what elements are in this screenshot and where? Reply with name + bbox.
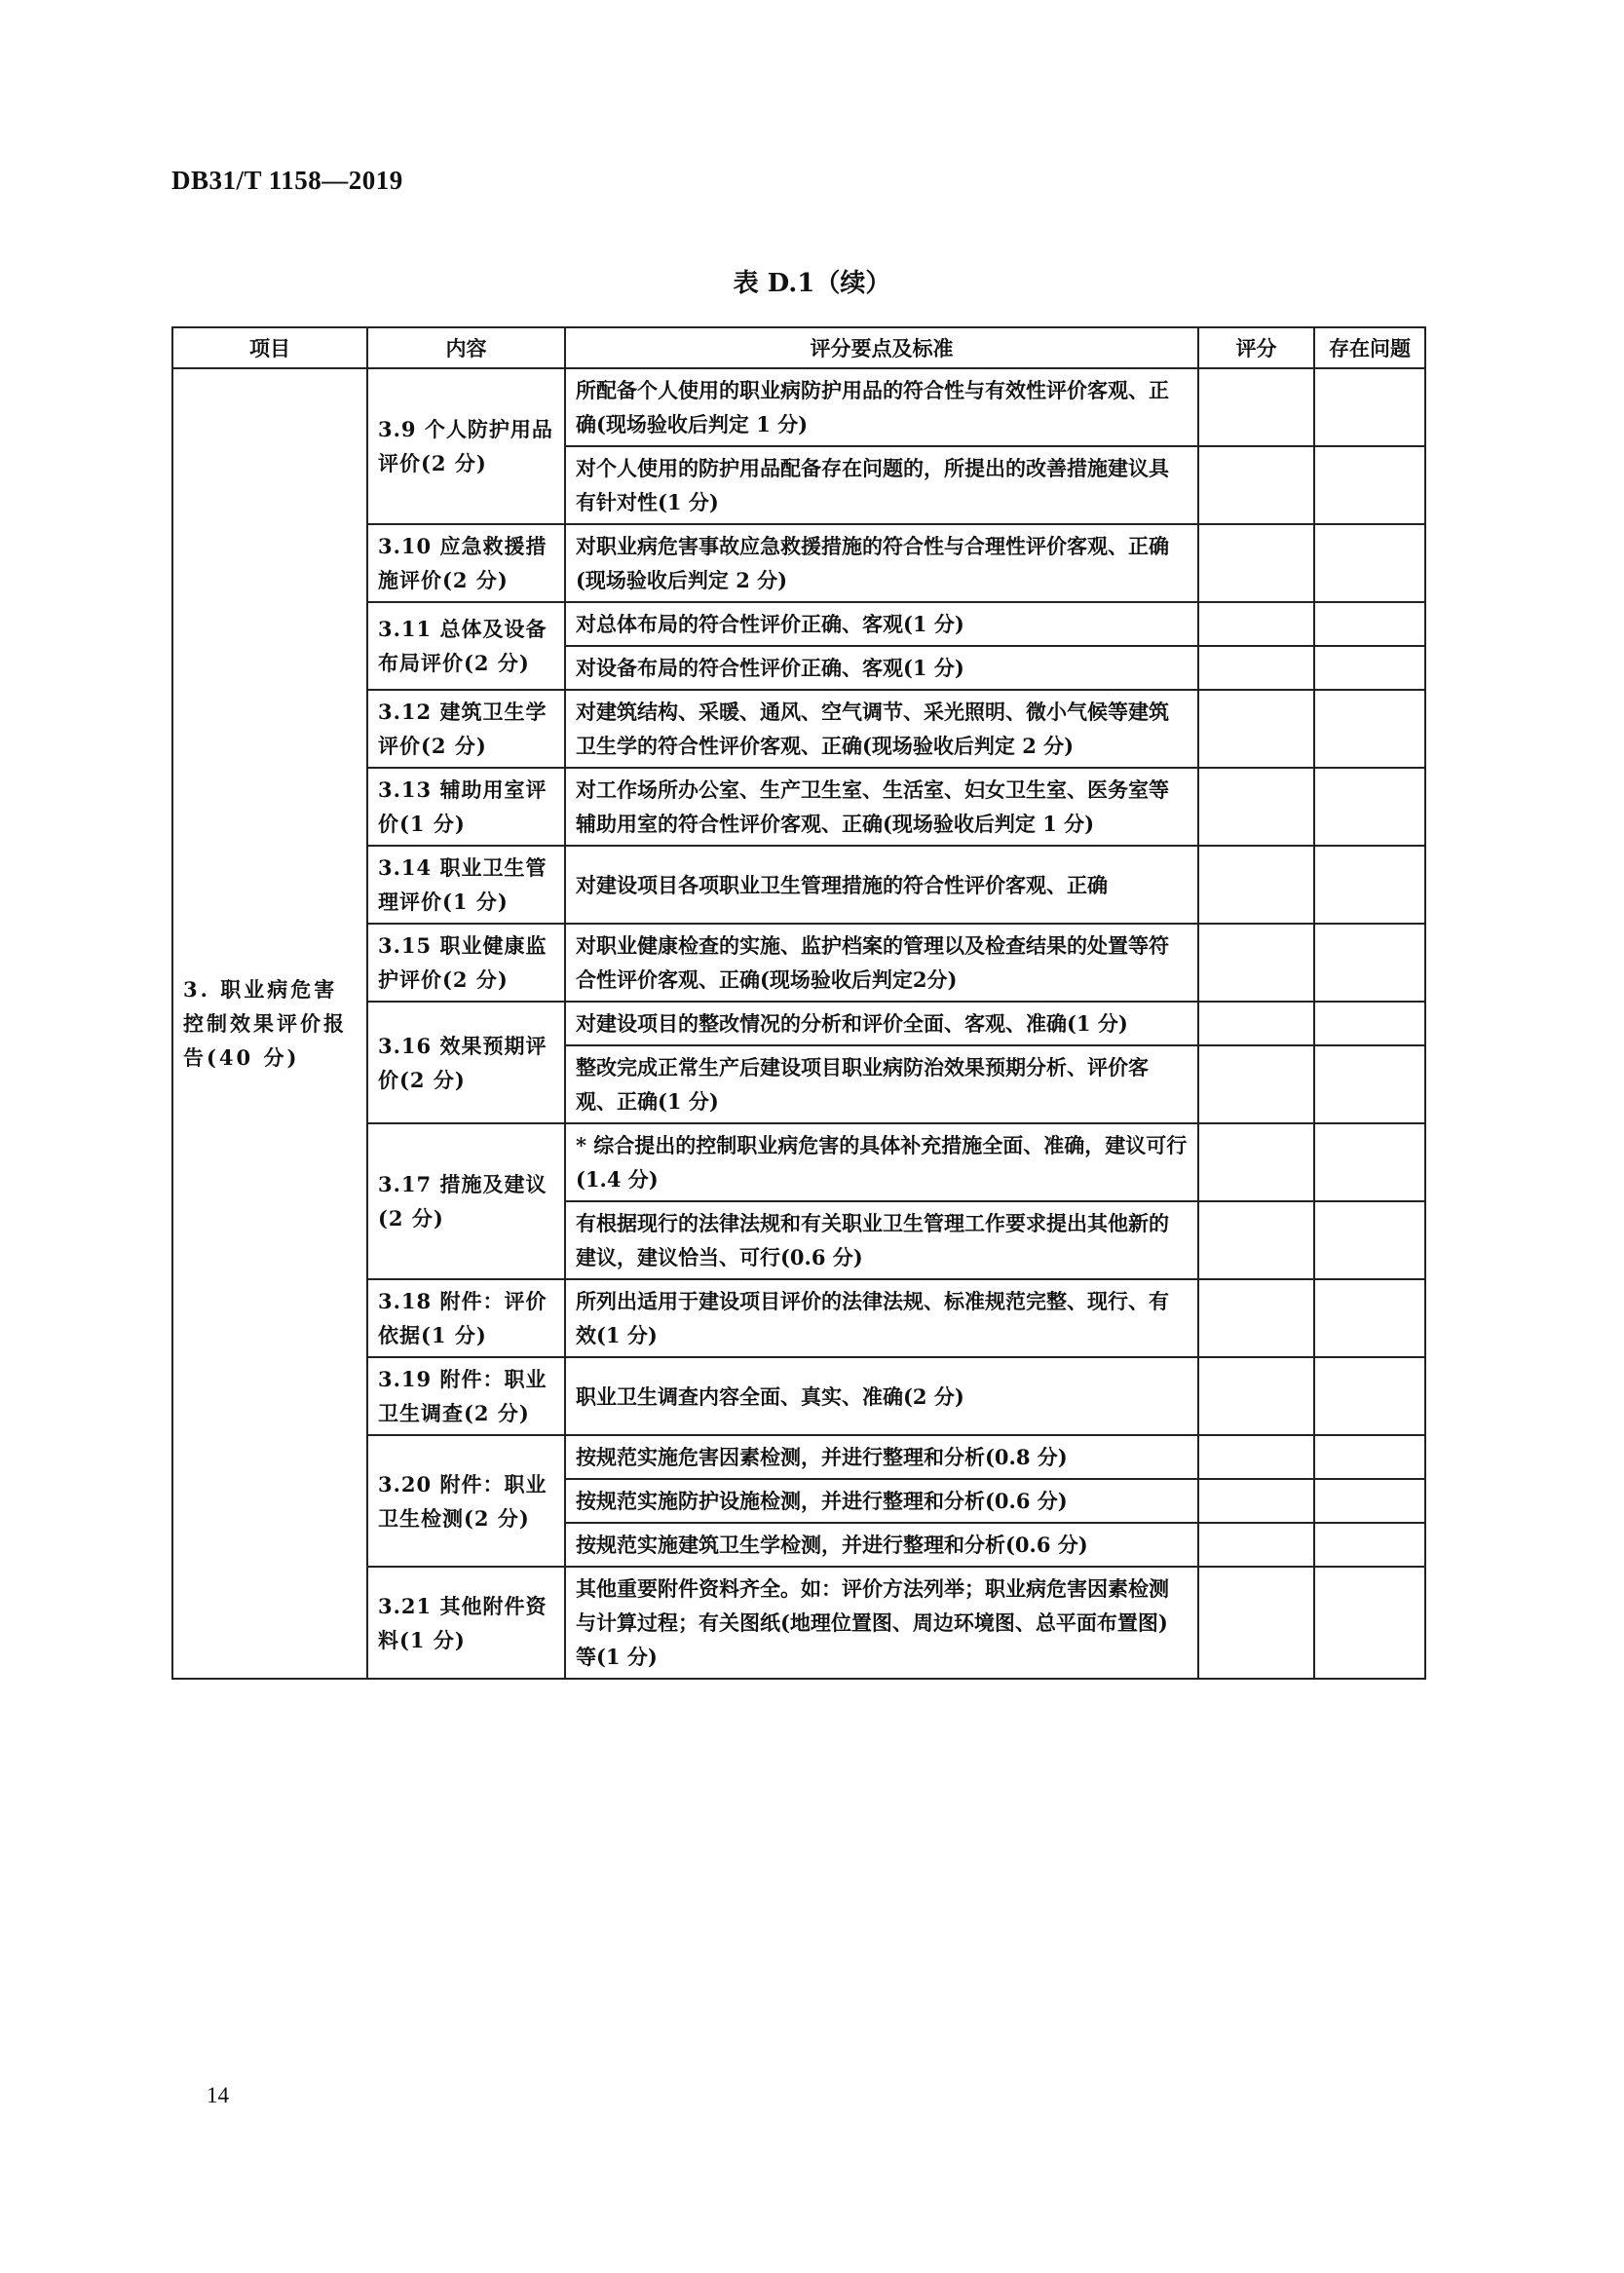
issue-cell[interactable] — [1314, 1002, 1425, 1045]
criteria-cell: 按规范实施危害因素检测，并进行整理和分析(0.8 分) — [565, 1435, 1198, 1479]
criteria-cell: 对工作场所办公室、生产卫生室、生活室、妇女卫生室、医务室等辅助用室的符合性评价客观、正确(现场验收后判定 1 分) — [565, 768, 1198, 846]
issue-cell[interactable] — [1314, 1479, 1425, 1523]
criteria-cell: 有根据现行的法律法规和有关职业卫生管理工作要求提出其他新的建议，建议恰当、可行(0.6 分) — [565, 1201, 1198, 1279]
score-cell[interactable] — [1198, 602, 1314, 646]
issue-cell[interactable] — [1314, 1523, 1425, 1567]
header-row — [172, 327, 1425, 368]
content-cell: 3.15 职业健康监护评价(2 分) — [367, 924, 565, 1002]
issue-cell[interactable] — [1314, 1435, 1425, 1479]
criteria-cell: 对职业病危害事故应急救援措施的符合性与合理性评价客观、正确(现场验收后判定 2 分) — [565, 524, 1198, 602]
score-cell[interactable] — [1198, 1123, 1314, 1201]
criteria-cell: 对建筑结构、采暖、通风、空气调节、采光照明、微小气候等建筑卫生学的符合性评价客观、正确(现场验收后判定 2 分) — [565, 690, 1198, 768]
issue-cell[interactable] — [1314, 602, 1425, 646]
issue-cell[interactable] — [1314, 646, 1425, 690]
column-header-score: 评分 — [1198, 327, 1314, 368]
score-cell[interactable] — [1198, 846, 1314, 924]
issue-cell[interactable] — [1314, 1045, 1425, 1123]
issue-cell[interactable] — [1314, 1201, 1425, 1279]
criteria-cell: 所配备个人使用的职业病防护用品的符合性与有效性评价客观、正确(现场验收后判定 1 分) — [565, 368, 1198, 446]
table-body — [172, 368, 1425, 1679]
content-cell: 3.19 附件：职业卫生调查(2 分) — [367, 1357, 565, 1435]
criteria-cell: * 综合提出的控制职业病危害的具体补充措施全面、准确，建议可行(1.4 分) — [565, 1123, 1198, 1201]
issue-cell[interactable] — [1314, 924, 1425, 1002]
score-cell[interactable] — [1198, 1479, 1314, 1523]
issue-cell[interactable] — [1314, 368, 1425, 446]
content-cell: 3.21 其他附件资料(1 分) — [367, 1567, 565, 1679]
score-cell[interactable] — [1198, 446, 1314, 524]
table-row — [172, 368, 1425, 446]
score-cell[interactable] — [1198, 646, 1314, 690]
column-header-issues: 存在问题 — [1314, 327, 1425, 368]
issue-cell[interactable] — [1314, 768, 1425, 846]
issue-cell[interactable] — [1314, 690, 1425, 768]
criteria-cell: 对设备布局的符合性评价正确、客观(1 分) — [565, 646, 1198, 690]
page-number: 14 — [207, 2083, 229, 2107]
issue-cell[interactable] — [1314, 1567, 1425, 1679]
content-cell: 3.14 职业卫生管理评价(1 分) — [367, 846, 565, 924]
criteria-cell: 对职业健康检查的实施、监护档案的管理以及检查结果的处置等符合性评价客观、正确(现场验收后判定2分) — [565, 924, 1198, 1002]
score-cell[interactable] — [1198, 1357, 1314, 1435]
content-cell: 3.9 个人防护用品评价(2 分) — [367, 368, 565, 524]
table-title: 表 D.1（续） — [733, 269, 891, 298]
criteria-cell: 所列出适用于建设项目评价的法律法规、标准规范完整、现行、有效(1 分) — [565, 1279, 1198, 1357]
issue-cell[interactable] — [1314, 446, 1425, 524]
issue-cell[interactable] — [1314, 1279, 1425, 1357]
column-header-content: 内容 — [367, 327, 565, 368]
score-cell[interactable] — [1198, 768, 1314, 846]
section-label: 3. 职业病危害控制效果评价报告(40 分) — [172, 368, 367, 1679]
score-cell[interactable] — [1198, 1567, 1314, 1679]
score-cell[interactable] — [1198, 368, 1314, 446]
score-cell[interactable] — [1198, 1435, 1314, 1479]
criteria-cell: 按规范实施建筑卫生学检测，并进行整理和分析(0.6 分) — [565, 1523, 1198, 1567]
issue-cell[interactable] — [1314, 1357, 1425, 1435]
criteria-cell: 对建设项目的整改情况的分析和评价全面、客观、准确(1 分) — [565, 1002, 1198, 1045]
score-cell[interactable] — [1198, 1523, 1314, 1567]
column-header-item: 项目 — [172, 327, 367, 368]
criteria-cell: 整改完成正常生产后建设项目职业病防治效果预期分析、评价客观、正确(1 分) — [565, 1045, 1198, 1123]
issue-cell[interactable] — [1314, 524, 1425, 602]
criteria-cell: 对总体布局的符合性评价正确、客观(1 分) — [565, 602, 1198, 646]
content-cell: 3.17 措施及建议(2 分) — [367, 1123, 565, 1279]
score-cell[interactable] — [1198, 1045, 1314, 1123]
score-cell[interactable] — [1198, 1002, 1314, 1045]
criteria-cell: 按规范实施防护设施检测，并进行整理和分析(0.6 分) — [565, 1479, 1198, 1523]
score-cell[interactable] — [1198, 924, 1314, 1002]
score-cell[interactable] — [1198, 690, 1314, 768]
score-cell[interactable] — [1198, 1279, 1314, 1357]
issue-cell[interactable] — [1314, 1123, 1425, 1201]
content-cell: 3.16 效果预期评价(2 分) — [367, 1002, 565, 1123]
issue-cell[interactable] — [1314, 846, 1425, 924]
content-cell: 3.12 建筑卫生学评价(2 分) — [367, 690, 565, 768]
content-cell: 3.10 应急救援措施评价(2 分) — [367, 524, 565, 602]
column-header-criteria: 评分要点及标准 — [565, 327, 1198, 368]
criteria-cell: 其他重要附件资料齐全。如：评价方法列举；职业病危害因素检测与计算过程；有关图纸(地理位置图、周边环境图、总平面布置图)等(1 分) — [565, 1567, 1198, 1679]
criteria-cell: 职业卫生调查内容全面、真实、准确(2 分) — [565, 1357, 1198, 1435]
content-cell: 3.11 总体及设备布局评价(2 分) — [367, 602, 565, 690]
evaluation-table — [171, 326, 1426, 1680]
document-id: DB31/T 1158—2019 — [171, 166, 403, 195]
content-cell: 3.18 附件：评价依据(1 分) — [367, 1279, 565, 1357]
criteria-cell: 对个人使用的防护用品配备存在问题的，所提出的改善措施建议具有针对性(1 分) — [565, 446, 1198, 524]
score-cell[interactable] — [1198, 524, 1314, 602]
criteria-cell: 对建设项目各项职业卫生管理措施的符合性评价客观、正确 — [565, 846, 1198, 924]
content-cell: 3.13 辅助用室评价(1 分) — [367, 768, 565, 846]
score-cell[interactable] — [1198, 1201, 1314, 1279]
content-cell: 3.20 附件：职业卫生检测(2 分) — [367, 1435, 565, 1567]
